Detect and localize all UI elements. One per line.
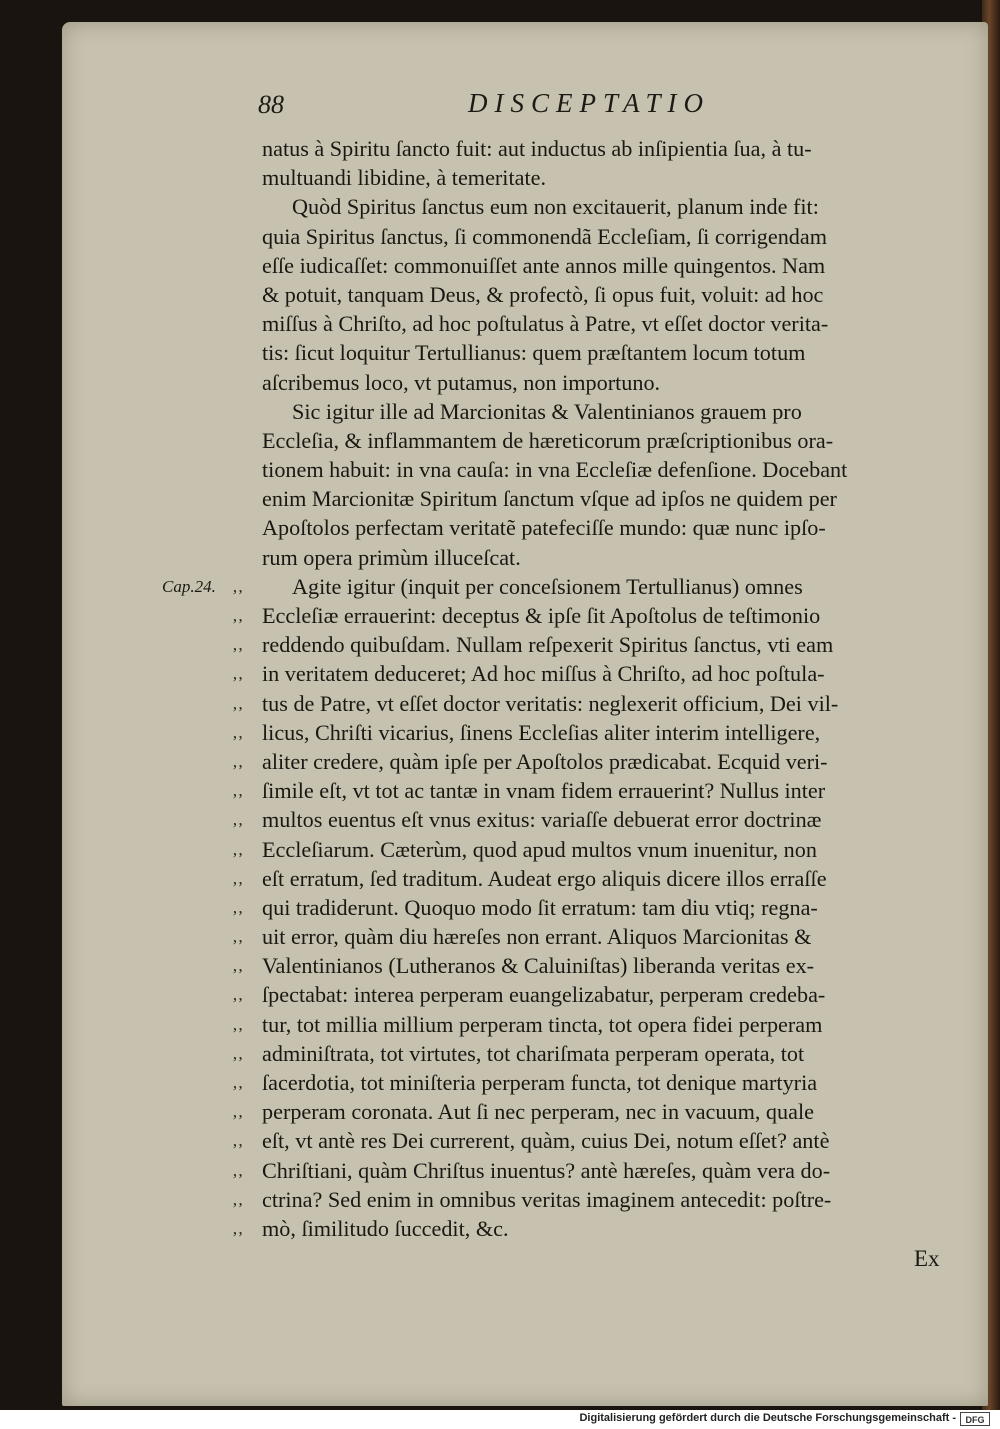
text-line: [232, 1126, 962, 1155]
text-line: [232, 1068, 962, 1097]
quotation-mark: ‚‚: [232, 1073, 244, 1092]
line-text: adminiſtrata, tot virtutes, tot chariſmata perperam operata, tot: [262, 1040, 805, 1066]
quotation-mark: ‚‚: [232, 1014, 244, 1034]
text-line: [262, 251, 962, 280]
main-text: [162, 134, 962, 1243]
line-text: in veritatem deduceret; Ad hoc miſſus à Chriſto, ad hoc poſtula-: [262, 661, 825, 687]
text-line: [262, 397, 962, 426]
quotation-mark: ‚‚: [232, 635, 244, 655]
line-text: mò, ſimilitudo ſuccedit, &c.: [262, 1215, 509, 1241]
text-line: [232, 630, 962, 659]
line-text: & potuit, tanquam Deus, & profectò, ſi opus fuit, voluit: ad hoc: [262, 281, 824, 307]
page-number: 88: [258, 90, 284, 119]
text-line: [262, 484, 962, 513]
quotation-mark: ‚‚: [232, 1102, 244, 1122]
text-line: [262, 368, 962, 397]
text-line: [232, 1214, 962, 1243]
text-line: [262, 280, 962, 309]
text-line: [232, 601, 962, 630]
line-text: Quòd Spiritus ſanctus eum non excitauerit, planum inde fit:: [292, 194, 819, 220]
line-text: Eccleſiarum. Cæterùm, quod apud multos vnum inuenitur, non: [262, 836, 817, 862]
line-text: tionem habuit: in vna cauſa: in vna Eccleſiæ defenſione. Docebant: [262, 457, 848, 483]
line-text: ſacerdotia, tot miniſteria perperam functa, tot denique martyria: [262, 1070, 818, 1095]
quotation-mark: ‚‚: [232, 1160, 244, 1180]
footer-strip: [0, 1410, 1000, 1429]
line-text: multos euentus eſt vnus exitus: variaſſe debuerat error doctrinæ: [262, 807, 822, 833]
quotation-mark: ‚‚: [232, 1218, 244, 1238]
quotation-mark: ‚‚: [232, 606, 244, 625]
quotation-mark: ‚‚: [232, 693, 244, 713]
quotation-mark: ‚‚: [232, 810, 244, 830]
line-text: tis: ſicut loquitur Tertullianus: quem præſtantem locum totum: [262, 340, 806, 366]
line-text: uit error, quàm diu hæreſes non errant. Aliquos Marcionitas &: [262, 924, 812, 950]
quotation-mark: ‚‚: [232, 751, 244, 771]
quotation-mark: ‚‚: [232, 868, 244, 888]
dfg-logo: DFG: [960, 1412, 990, 1426]
quotation-mark: ‚‚: [232, 927, 244, 947]
text-line: [232, 1185, 962, 1214]
text-line: [232, 835, 962, 864]
line-text: aſcribemus loco, vt putamus, non importuno.: [262, 369, 661, 395]
line-text: Eccleſiæ errauerint: deceptus & ipſe ſit Apoſtolus de teſtimonio: [262, 603, 821, 628]
line-text: ſpectabat: interea perperam euangelizabatur, perperam credeba-: [262, 982, 826, 1008]
quotation-mark: ‚‚: [232, 1189, 244, 1209]
line-text: aliter credere, quàm ipſe per Apoſtolos prædicabat. Ecquid veri-: [262, 748, 828, 774]
text-line: [262, 513, 962, 542]
text-line: [232, 1039, 962, 1068]
line-text: perperam coronata. Aut ſi nec perperam, nec in vacuum, quale: [262, 1099, 814, 1125]
quotation-mark: ‚‚: [232, 664, 244, 684]
text-line: [232, 922, 962, 951]
margin-note: Cap.24.: [162, 576, 216, 596]
line-text: licus, Chriſti vicarius, ſinens Eccleſias aliter interim intelligere,: [262, 719, 821, 745]
text-line: [232, 980, 962, 1009]
quotation-mark: ‚‚: [232, 956, 244, 976]
line-text: natus à Spiritu ſancto fuit: aut inductus ab inſipientia ſua, à tu-: [262, 136, 812, 161]
line-text: multuandi libidine, à temeritate.: [262, 165, 547, 191]
line-text: Apoſtolos perfectam veritatẽ patefeciſſe mundo: quæ nunc ipſo-: [262, 515, 826, 541]
line-text: Chriſtiani, quàm Chriſtus inuentus? antè hæreſes, quàm vera do-: [262, 1157, 831, 1183]
text-line: [232, 1097, 962, 1126]
text-line: [232, 659, 962, 688]
quotation-mark: ‚‚: [232, 839, 244, 859]
line-text: tur, tot millia millium perperam tincta, tot opera fidei perperam: [262, 1011, 823, 1037]
quotation-mark: ‚‚: [232, 781, 244, 801]
line-text: Valentinianos (Lutheranos & Caluiniſtas) liberanda veritas ex-: [262, 953, 815, 979]
text-line: [232, 718, 962, 747]
line-text: Eccleſia, & inflammantem de hæreticorum præſcriptionibus ora-: [262, 427, 834, 453]
text-line: [162, 572, 962, 601]
text-line: [232, 864, 962, 893]
text-line: [262, 455, 962, 484]
quotation-mark: ‚‚: [232, 985, 244, 1005]
text-line: [232, 893, 962, 922]
line-text: ctrina? Sed enim in omnibus veritas imaginem antecedit: poſtre-: [262, 1186, 832, 1212]
text-line: [232, 805, 962, 834]
text-line: [262, 543, 962, 572]
line-text: ſimile eſt, vt tot ac tantæ in vnam fidem errauerint? Nullus inter: [262, 778, 826, 804]
quotation-mark: ‚‚: [232, 722, 244, 742]
running-head: DISCEPTATIO: [468, 88, 710, 118]
text-line: [232, 689, 962, 718]
line-text: qui tradiderunt. Quoquo modo ſit erratum: tam diu vtiq; regna-: [262, 894, 818, 920]
line-text: eſſe iudicaſſet: commonuiſſet ante annos mille quingentos. Nam: [262, 252, 826, 278]
funding-notice: Digitalisierung gefördert durch die Deutsche Forschungsgemeinschaft -: [579, 1412, 956, 1424]
text-line: [232, 1156, 962, 1185]
quotation-mark: ‚‚: [232, 897, 244, 917]
line-text: enim Marcionitæ Spiritum ſanctum vſque ad ipſos ne quidem per: [262, 486, 837, 512]
line-text: Agite igitur (inquit per conceſsionem Tertullianus) omnes: [292, 573, 803, 599]
page-header: [258, 88, 958, 128]
line-text: Sic igitur ille ad Marcionitas & Valentinianos grauem pro: [292, 398, 802, 424]
line-text: eſt, vt antè res Dei currerent, quàm, cuius Dei, notum eſſet? antè: [262, 1128, 830, 1154]
text-line: [232, 951, 962, 980]
line-text: miſſus à Chriſto, ad hoc poſtulatus à Patre, vt eſſet doctor verita-: [262, 311, 829, 337]
line-text: reddendo quibuſdam. Nullam reſpexerit Spiritus ſanctus, vti eam: [262, 632, 834, 658]
text-line: [262, 338, 962, 367]
text-line: [262, 192, 962, 221]
text-line: [262, 309, 962, 338]
line-text: eſt erratum, ſed traditum. Audeat ergo aliquis dicere illos erraſſe: [262, 865, 827, 891]
quotation-mark: ‚‚: [232, 576, 244, 596]
line-text: tus de Patre, vt eſſet doctor veritatis: neglexerit officium, Dei vil-: [262, 690, 839, 716]
text-line: [262, 163, 962, 192]
quotation-mark: ‚‚: [232, 1131, 244, 1151]
quotation-mark: ‚‚: [232, 1043, 244, 1063]
line-text: rum opera primùm illuceſcat.: [262, 544, 521, 570]
text-line: [262, 134, 962, 163]
text-line: [262, 426, 962, 455]
line-text: quia Spiritus ſanctus, ſi commonendã Eccleſiam, ſi corrigendam: [262, 223, 828, 249]
text-line: [232, 747, 962, 776]
catchword: Ex: [914, 1246, 940, 1271]
text-line: [232, 776, 962, 805]
text-line: [262, 222, 962, 251]
text-line: [232, 1010, 962, 1039]
